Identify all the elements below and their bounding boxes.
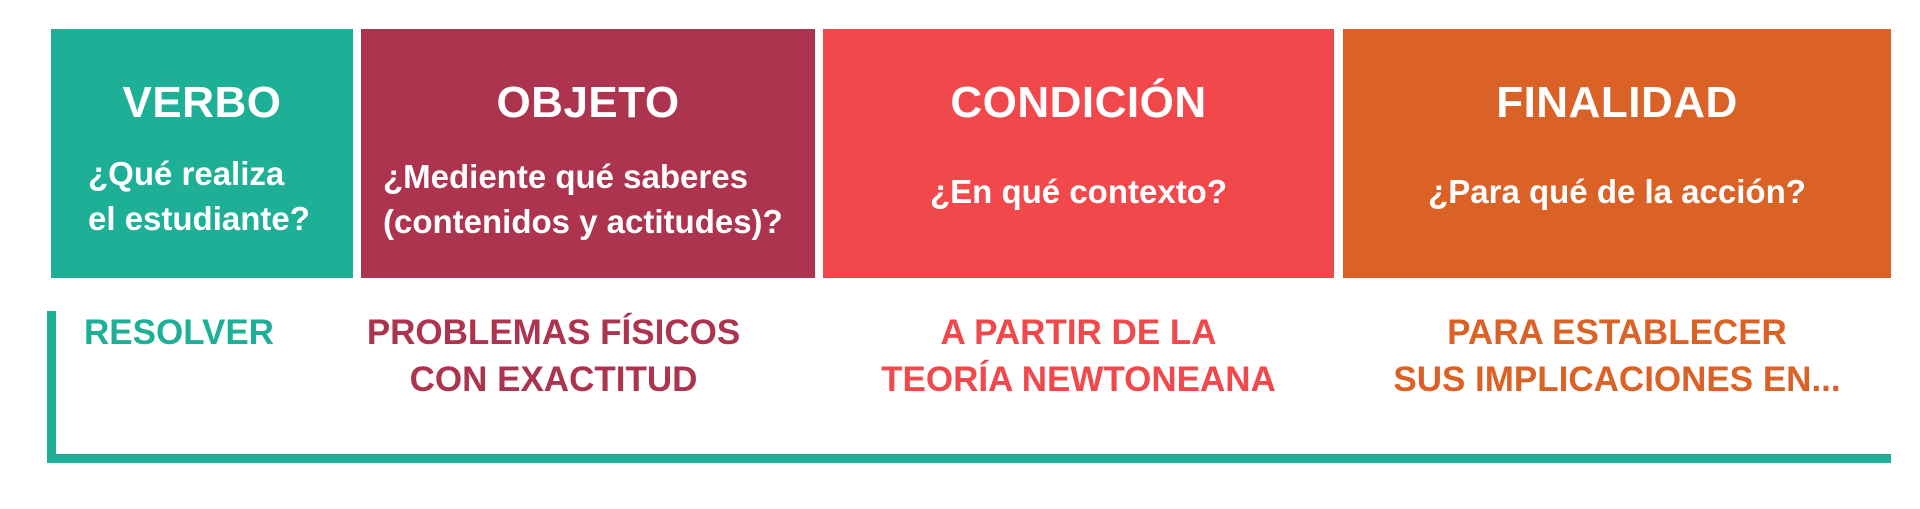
condicion-question: ¿En qué contexto? xyxy=(930,173,1227,210)
finalidad-question: ¿Para qué de la acción? xyxy=(1428,173,1806,210)
objeto-header-box xyxy=(361,29,815,278)
bracket-vertical-line xyxy=(47,311,56,463)
finalidad-answer: PARA ESTABLECER SUS IMPLICACIONES EN... xyxy=(1393,313,1841,399)
bracket-horizontal-line xyxy=(47,454,1891,463)
objeto-question: ¿Mediente qué saberes (contenidos y actitudes)? xyxy=(383,158,783,240)
objeto-title: OBJETO xyxy=(496,78,680,127)
condicion-title: CONDICIÓN xyxy=(950,78,1207,127)
finalidad-header-box xyxy=(1343,29,1891,278)
finalidad-title: FINALIDAD xyxy=(1496,78,1738,127)
objeto-answer: PROBLEMAS FÍSICOS CON EXACTITUD xyxy=(366,313,741,399)
verbo-answer: RESOLVER xyxy=(84,313,274,352)
verbo-question: ¿Qué realiza el estudiante? xyxy=(88,155,310,237)
verbo-header-box xyxy=(51,29,353,278)
condicion-answer: A PARTIR DE LA TEORÍA NEWTONEANA xyxy=(881,313,1276,399)
condicion-header-box xyxy=(823,29,1334,278)
verbo-title: VERBO xyxy=(122,78,282,127)
